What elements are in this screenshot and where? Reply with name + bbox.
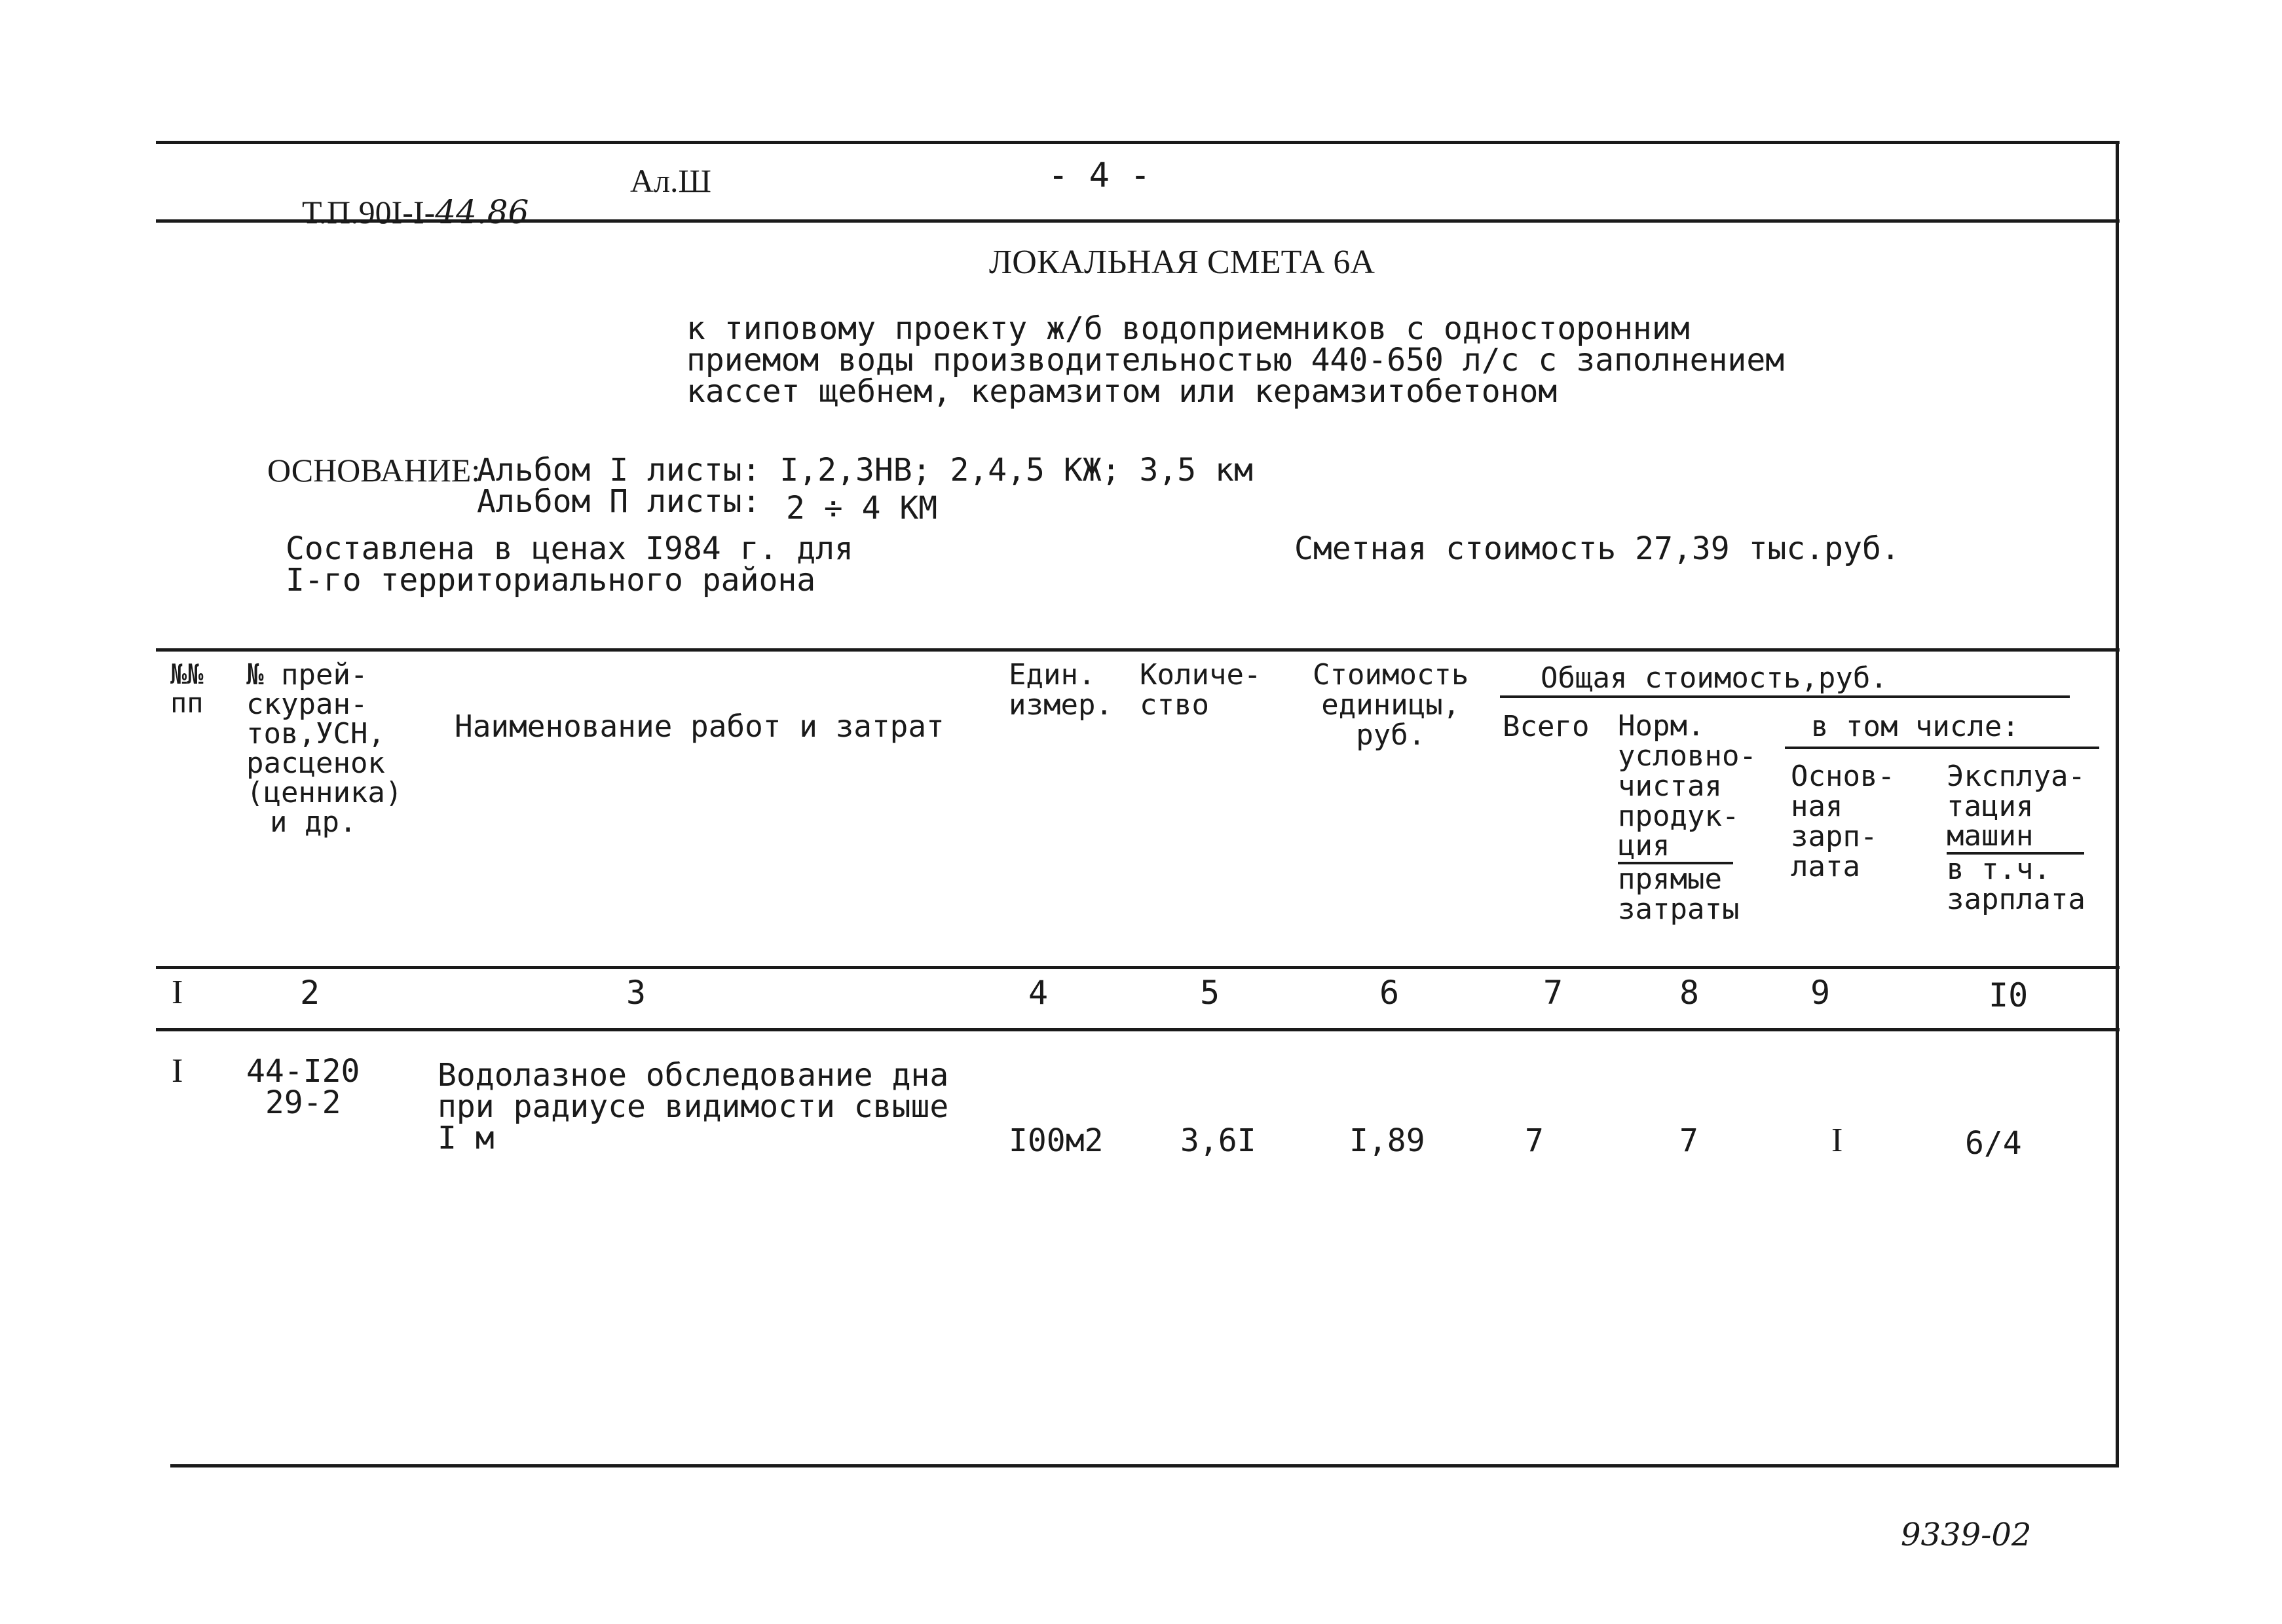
row-code-line: 44-I20 <box>246 1053 360 1090</box>
compiled-prices <box>286 530 853 599</box>
top-rule <box>156 141 2120 144</box>
row-salary: I <box>1831 1122 1843 1159</box>
header-col-5 <box>1140 660 1261 720</box>
header-col-1-line: пп <box>170 687 204 719</box>
total-group-rule <box>1500 695 2070 698</box>
header-col-2-line: расценок <box>246 747 385 780</box>
doc-code-printed: Т.П.90I-I- <box>302 194 436 231</box>
header-col-9 <box>1791 762 1895 882</box>
header-col-2-line: № прей- <box>246 658 368 692</box>
row-name-line: при радиусе видимости свыше <box>438 1088 949 1125</box>
row-total: 7 <box>1525 1122 1544 1159</box>
header-col-8-line: условно- <box>1618 739 1757 773</box>
row-name <box>438 1057 949 1156</box>
row-code <box>246 1053 360 1121</box>
row-name-line: I м <box>438 1120 495 1156</box>
column-number: 9 <box>1810 974 1831 1012</box>
header-col-2-line: (ценника) <box>246 776 403 809</box>
compiled-line: I-го территориального района <box>286 562 816 599</box>
subgroup-rule <box>1785 747 2099 749</box>
row-code-line: 29-2 <box>265 1084 341 1121</box>
row-machines: 6/4 <box>1965 1125 2022 1162</box>
subtitle-line: приемом воды производительностью 440-650 л/с с заполнением <box>686 342 1785 378</box>
column-number: I <box>172 974 183 1011</box>
header-col-8-line: продук- <box>1618 800 1740 833</box>
column-number: 7 <box>1543 974 1563 1012</box>
right-frame-line <box>2116 141 2119 1467</box>
header-col-4 <box>1009 660 1113 720</box>
header-col-8 <box>1618 711 1757 925</box>
header-col-10-line: тация <box>1947 790 2034 823</box>
column-number: 5 <box>1200 974 1220 1012</box>
header-col-2 <box>246 660 402 837</box>
row-name-line: Водолазное обследование дна <box>438 1057 949 1094</box>
basis-line-1: Альбом I листы: I,2,3НВ; 2,4,5 КЖ; 3,5 км <box>477 452 1253 489</box>
column-numbers-top-rule <box>156 966 2120 969</box>
subtitle <box>686 310 1785 410</box>
compiled-line: Составлена в ценах I984 г. для <box>286 530 853 567</box>
column-number: I0 <box>1989 976 2029 1014</box>
basis-label: ОСНОВАНИЕ: <box>267 452 481 489</box>
basis-line-2-value: 2 ÷ 4 КМ <box>786 490 938 526</box>
header-col-2-line: тов,УСН, <box>246 717 385 750</box>
column-number: 3 <box>626 974 646 1012</box>
header-col-10 <box>1947 762 2086 915</box>
header-col-10-line: в т.ч. <box>1947 853 2051 886</box>
header-col-10-line: Эксплуа- <box>1947 760 2086 793</box>
header-col-5-line: ство <box>1140 688 1209 722</box>
header-col-6 <box>1313 660 1468 750</box>
page-number: - 4 - <box>1048 156 1151 195</box>
header-total-group: Общая стоимость,руб. <box>1541 661 1888 695</box>
header-col-2-line: скуран- <box>246 688 368 721</box>
header-col-10-line: машин <box>1947 822 2084 855</box>
header-col-8-line: чистая <box>1618 769 1722 803</box>
header-col-5-line: Количе- <box>1140 658 1262 692</box>
row-norm: 7 <box>1679 1122 1698 1159</box>
header-col-4-line: Един. <box>1009 658 1096 692</box>
header-col-6-line: руб. <box>1356 718 1426 752</box>
doc-code <box>286 165 529 231</box>
column-number: 4 <box>1028 974 1049 1012</box>
header-col-8-line: затраты <box>1618 893 1740 926</box>
header-col-9-line: лата <box>1791 850 1860 883</box>
basis-line-2-prefix: Альбом П листы: <box>477 483 761 520</box>
column-number: 8 <box>1679 974 1700 1012</box>
header-col-7: Всего <box>1503 710 1590 743</box>
row-unit-cost: I,89 <box>1349 1122 1425 1159</box>
doc-code-handwritten: 44.86 <box>435 193 529 231</box>
header-col-1 <box>170 660 204 718</box>
header-subgroup: в том числе: <box>1811 710 2019 743</box>
header-col-6-line: единицы, <box>1321 688 1461 722</box>
header-col-9-line: ная <box>1791 790 1843 823</box>
header-col-4-line: измер. <box>1009 688 1113 722</box>
row-quantity: 3,6I <box>1180 1122 1256 1159</box>
estimated-cost: Сметная стоимость 27,39 тыс.руб. <box>1294 530 1900 567</box>
header-col-3: Наименование работ и затрат <box>455 709 945 744</box>
subtitle-line: кассет щебнем, керамзитом или керамзитобетоном <box>686 373 1558 410</box>
header-col-8-line: ция <box>1618 832 1733 864</box>
table-top-rule <box>156 648 2120 652</box>
album-label: Ал.Ш <box>630 162 711 199</box>
column-number: 2 <box>300 974 320 1012</box>
header-col-2-line: и др. <box>270 805 357 839</box>
subtitle-line: к типовому проекту ж/б водоприемников с односторонним <box>686 310 1690 347</box>
bottom-rule <box>170 1464 2119 1467</box>
header-col-10-line: зарплата <box>1947 883 2086 916</box>
column-numbers-bottom-rule <box>156 1028 2120 1031</box>
header-col-9-line: зарп- <box>1791 820 1878 853</box>
page-title: ЛОКАЛЬНАЯ СМЕТА 6А <box>989 244 1375 281</box>
header-col-6-line: Стоимость <box>1313 658 1469 692</box>
column-number: 6 <box>1379 974 1400 1012</box>
header-col-9-line: Основ- <box>1791 760 1895 793</box>
header-col-8-line: прямые <box>1618 862 1722 896</box>
header-col-8-line: Норм. <box>1618 709 1705 743</box>
header-col-1-line: №№ <box>170 658 204 690</box>
row-unit: I00м2 <box>1009 1122 1104 1159</box>
row-number: I <box>172 1052 183 1090</box>
footer-doc-number: 9339-02 <box>1901 1517 2032 1553</box>
